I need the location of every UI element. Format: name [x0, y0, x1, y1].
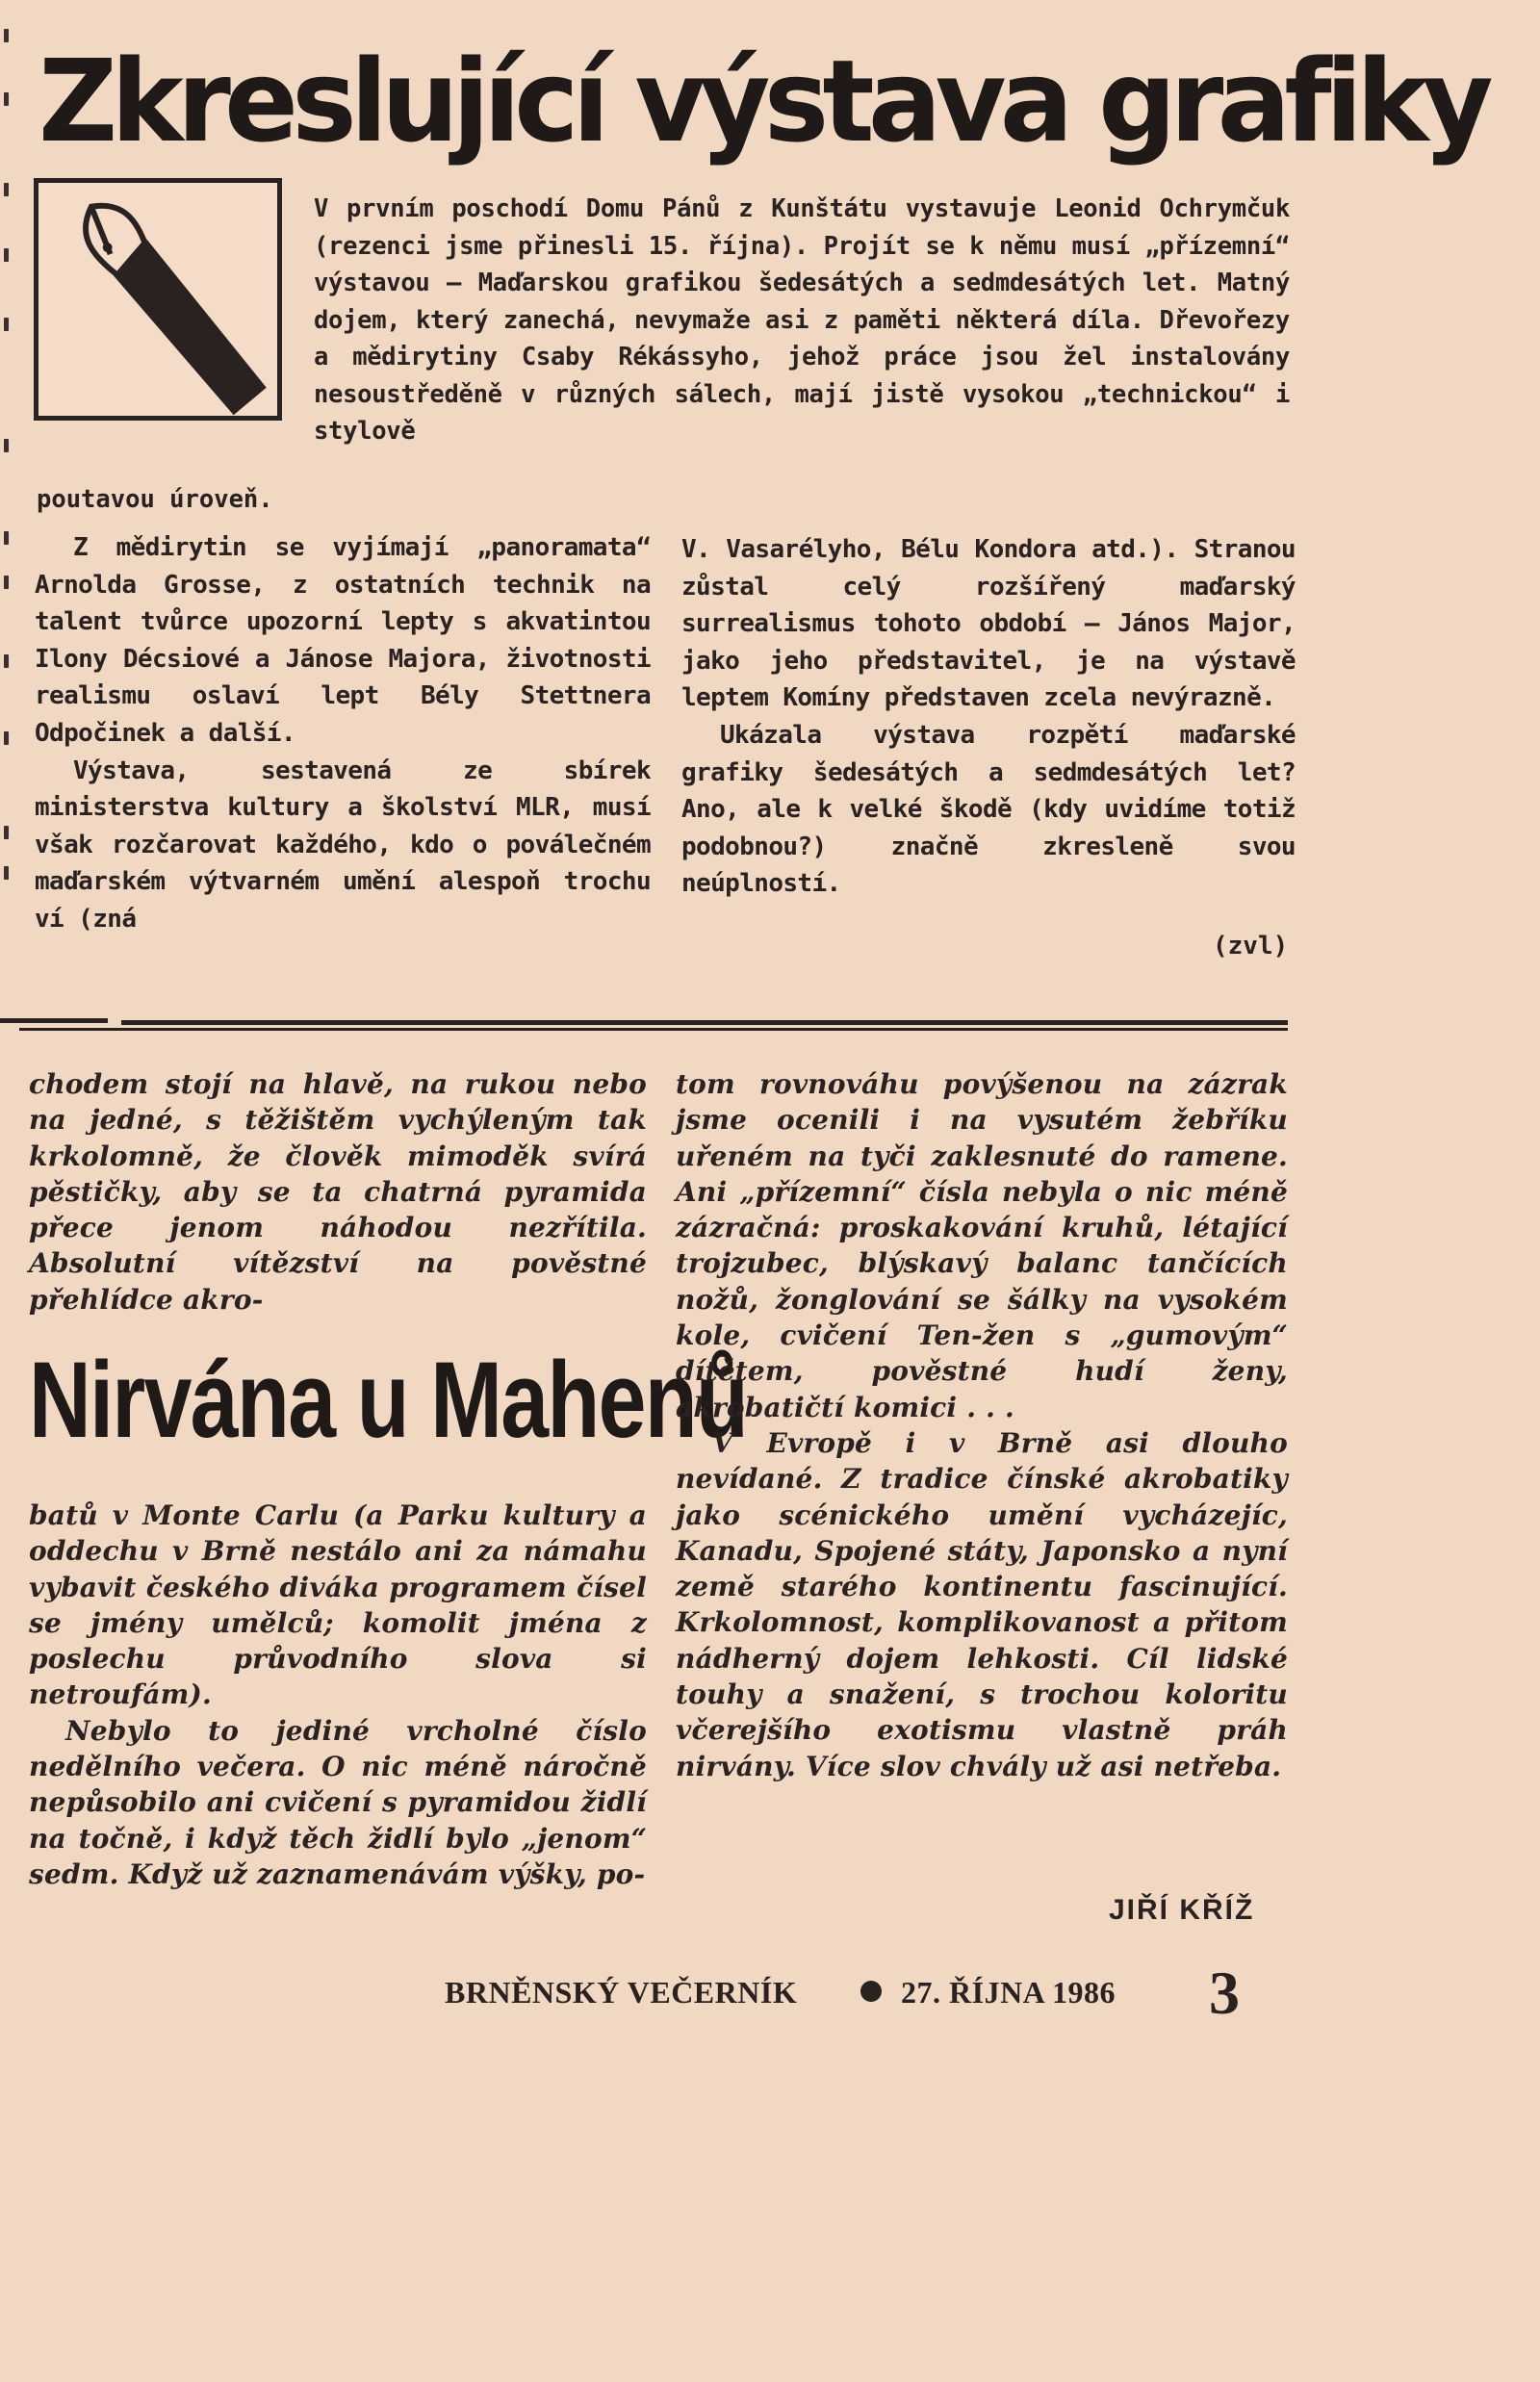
- edge-mark: [4, 92, 9, 106]
- divider-rule: [0, 1018, 108, 1023]
- edge-mark: [4, 29, 9, 42]
- paragraph: Výstava, sestavená ze sbírek ministerstva kultury a školství MLR, musí však rozčarovat každého, kdo o poválečném maďarském výtvarném umění alespoň trochu ví (zná: [35, 756, 651, 934]
- edge-mark: [4, 248, 9, 262]
- paragraph: Nebylo to jediné vrcholné číslo nedělního večera. O nic méně náročně nepůsobilo ani cvičení s pyramidou židlí na točně, i když těch židlí bylo „jenom“ sedm. Když už zaznamenávám výšky, po-: [29, 1714, 647, 1890]
- edge-mark: [4, 183, 9, 196]
- paragraph: V Evropě i v Brně asi dlouho nevídané. Z tradice čínské akrobatiky jako scénického umění vycházejíc, Kanadu, Spojené státy, Japonsko a nyní země starého kontinentu fascinující. Krkolomnost, komplikovanost a přitom nádherný dojem lehkosti. Cíl lidské touhy a snažení, s trochou koloritu včerejšího exotismu vlastně práh nirvány. Více slov chvály už asi netřeba.: [676, 1426, 1288, 1782]
- article1-byline: (zvl): [1213, 932, 1289, 960]
- edge-mark: [4, 318, 9, 331]
- paragraph: batů v Monte Carlu (a Parku kultury a oddechu v Brně nestálo ani za námahu vybavit českého diváka programem čísel se jmény umělců; komolit jména z poslechu průvodního slova si netroufám).: [29, 1499, 647, 1711]
- article1-left-column: [35, 529, 651, 938]
- article1-intro-tail: poutavou úroveň.: [37, 485, 273, 514]
- paragraph: Z mědirytin se vyjímají „panoramata“ Arnolda Grosse, z ostatních technik na talent tvůrce upozorní lepty s akvatintou Ilony Décsiové a Jánose Majora, životnosti realismu oslaví lept Bély Stettnera Odpočinek a další.: [35, 533, 651, 748]
- paragraph: Ukázala výstava rozpětí maďarské grafiky šedesátých a sedmdesátých let? Ano, ale k velké škodě (kdy uvidíme totiž podobnou?) značně zkresleně svou neúplností.: [681, 720, 1296, 899]
- article2-left-bottom: [29, 1498, 647, 1892]
- page-footer: [445, 1959, 1292, 2027]
- paragraph: V. Vasarélyho, Bélu Kondora atd.). Stranou zůstal celý rozšířený maďarský surrealismus tohoto období — János Major, jako jeho představitel, je na výstavě leptem Komíny představen zcela nevýrazně.: [681, 535, 1296, 713]
- issue-date: 27. ŘÍJNA 1986: [901, 1975, 1116, 2010]
- article1-intro: V prvním poschodí Domu Pánů z Kunštátu vystavuje Leonid Ochrymčuk (rezenci jsme přinesli 15. října). Projít se k němu musí „přízemní“ výstavou — Maďarskou grafikou šedesátých a sedmdesátých let. Matný dojem, který zanechá, nevymaže asi z paměti některá díla. Dřevořezy a mědirytiny Csaby Rékássyho, jehož práce jsou žel instalovány nesoustředěně v různých sálech, mají jistě vysokou „technickou“ i stylově: [314, 194, 1290, 446]
- article2-byline: JIŘÍ KŘÍŽ: [1109, 1894, 1255, 1926]
- divider-rule: [121, 1020, 1288, 1025]
- article1-headline: Zkreslující výstava grafiky: [38, 35, 1487, 167]
- pen-nib-icon: [34, 178, 282, 421]
- article2-left-top: [29, 1066, 647, 1318]
- newspaper-name: BRNĚNSKÝ VEČERNÍK: [445, 1975, 798, 2010]
- page-number: 3: [1209, 1959, 1240, 2027]
- edge-mark: [4, 531, 9, 545]
- divider-rule: [19, 1028, 1288, 1031]
- paragraph: chodem stojí na hlavě, na rukou nebo na jedné, s těžištěm vychýleným tak krkolomně, že člověk mimoděk svírá pěstičky, aby se ta chatrná pyramida přece jenom náhodou nezřítila. Absolutní vítězství na pověstné přehlídce akro-: [29, 1068, 647, 1316]
- edge-mark: [4, 866, 9, 880]
- paragraph: tom rovnováhu povýšenou na zázrak jsme ocenili i na vysutém žebříku uřeném na tyči zaklesnuté do ramene. Ani „přízemní“ čísla nebyla o nic méně zázračná: proskakování kruhů, létající trojzubec, blýskavý balanc tančících nožů, žonglování se šálky na vysokém kole, cvičení Ten-žen s „gumovým“ dítětem, pověstné hudí ženy, akrobatičtí komici . . .: [676, 1068, 1288, 1423]
- bullet-dot-icon: [860, 1981, 882, 2002]
- edge-mark: [4, 826, 9, 839]
- article1-right-column: [681, 531, 1296, 903]
- article2-right-column: [676, 1066, 1288, 1784]
- article2-headline: Nirvána u Mahenů: [29, 1340, 748, 1460]
- edge-mark: [4, 439, 9, 452]
- edge-mark: [4, 731, 9, 745]
- edge-mark: [4, 576, 9, 589]
- edge-mark: [4, 654, 9, 668]
